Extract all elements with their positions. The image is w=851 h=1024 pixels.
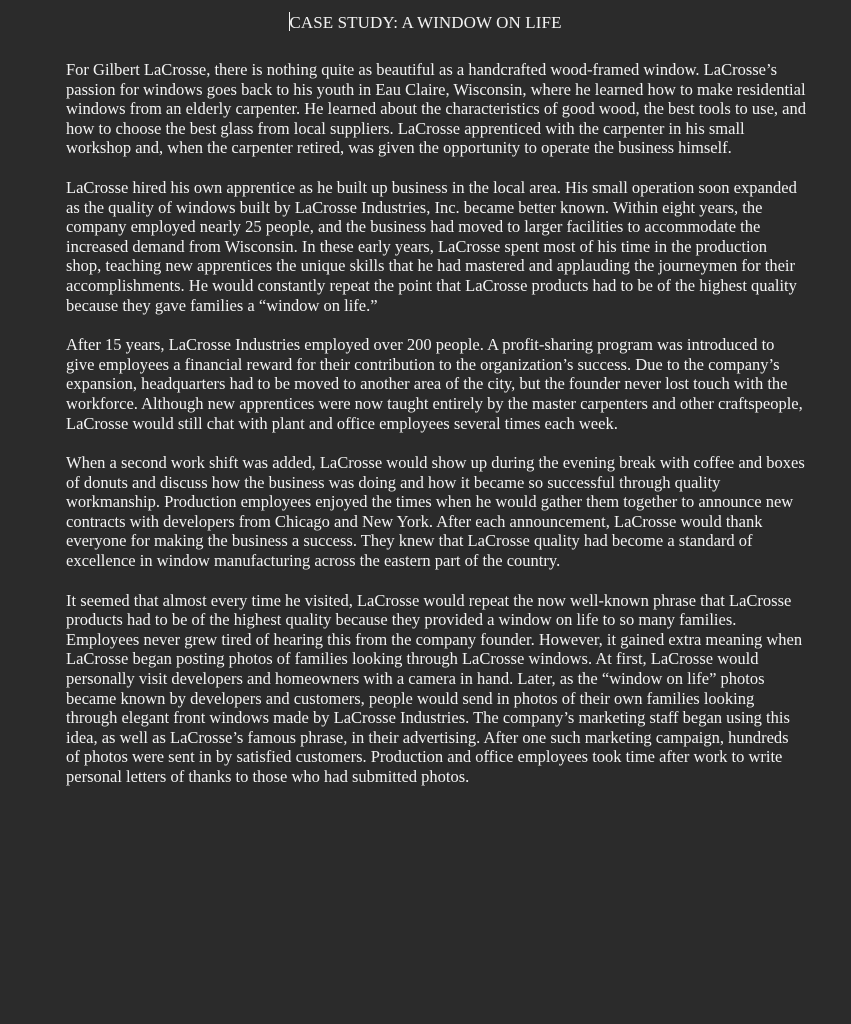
paragraph-3: After 15 years, LaCrosse Industries employed over 200 people. A profit-sharing program was introduced to give employees a financial reward for their contribution to the organization’s success. Due to the company’s expansion, headquarters had to be moved to another area of the city, but the founder never lost touch with the workforce. Although new apprentices were now taught entirely by the master carpenters and other craftspeople, LaCrosse would still chat with plant and office employees several times each week. [66,335,803,433]
paragraph-2: LaCrosse hired his own apprentice as he built up business in the local area. His small operation soon expanded as the quality of windows built by LaCrosse Industries, Inc. became better known. Within eight years, the company employed nearly 25 people, and the business had moved to larger facilities to accommodate the increased demand from Wisconsin. In these early years, LaCrosse spent most of his time in the production shop, teaching new apprentices the unique skills that he had mastered and applauding the journeymen for their accomplishments. He would constantly repeat the point that LaCrosse products had to be of the highest quality because they gave families a “window on life.” [66,177,797,315]
paragraph-5: It seemed that almost every time he visited, LaCrosse would repeat the now well-known phrase that LaCrosse products had to be of the highest quality because they provided a window on life to so many families. Employees never grew tired of hearing this from the company founder. However, it gained extra meaning when LaCrosse began posting photos of families looking through LaCrosse windows. At first, LaCrosse would personally visit developers and homeowners with a camera in hand. Later, as the “window on life” photos became known by developers and customers, people would send in photos of their own families looking through elegant front windows made by LaCrosse Industries. The company’s marketing staff began using this idea, as well as LaCrosse’s famous phrase, in their advertising. After one such marketing campaign, hundreds of photos were sent in by satisfied customers. Production and office employees took time after work to write personal letters of thanks to those who had submitted photos. [66,590,803,786]
document-title: CASE STUDY: A WINDOW ON LIFE [289,13,562,32]
paragraph-1: For Gilbert LaCrosse, there is nothing quite as beautiful as a handcrafted wood-framed window. LaCrosse’s passion for windows goes back to his youth in Eau Claire, Wisconsin, where he learned how to make residential windows from an elderly carpenter. He learned about the characteristics of good wood, the best tools to use, and how to choose the best glass from local suppliers. LaCrosse apprenticed with the carpenter in his small workshop and, when the carpenter retired, was given the opportunity to operate the business himself. [66,60,806,158]
document-title-line [0,12,851,34]
document-body[interactable] [66,60,806,807]
paragraph-4: When a second work shift was added, LaCrosse would show up during the evening break with coffee and boxes of donuts and discuss how the business was doing and how it became so successful through quality workmanship. Production employees enjoyed the times when he would gather them together to announce new contracts with developers from Chicago and New York. After each announcement, LaCrosse would thank everyone for making the business a success. They knew that LaCrosse quality had become a standard of excellence in window manufacturing across the eastern part of the country. [66,453,805,571]
